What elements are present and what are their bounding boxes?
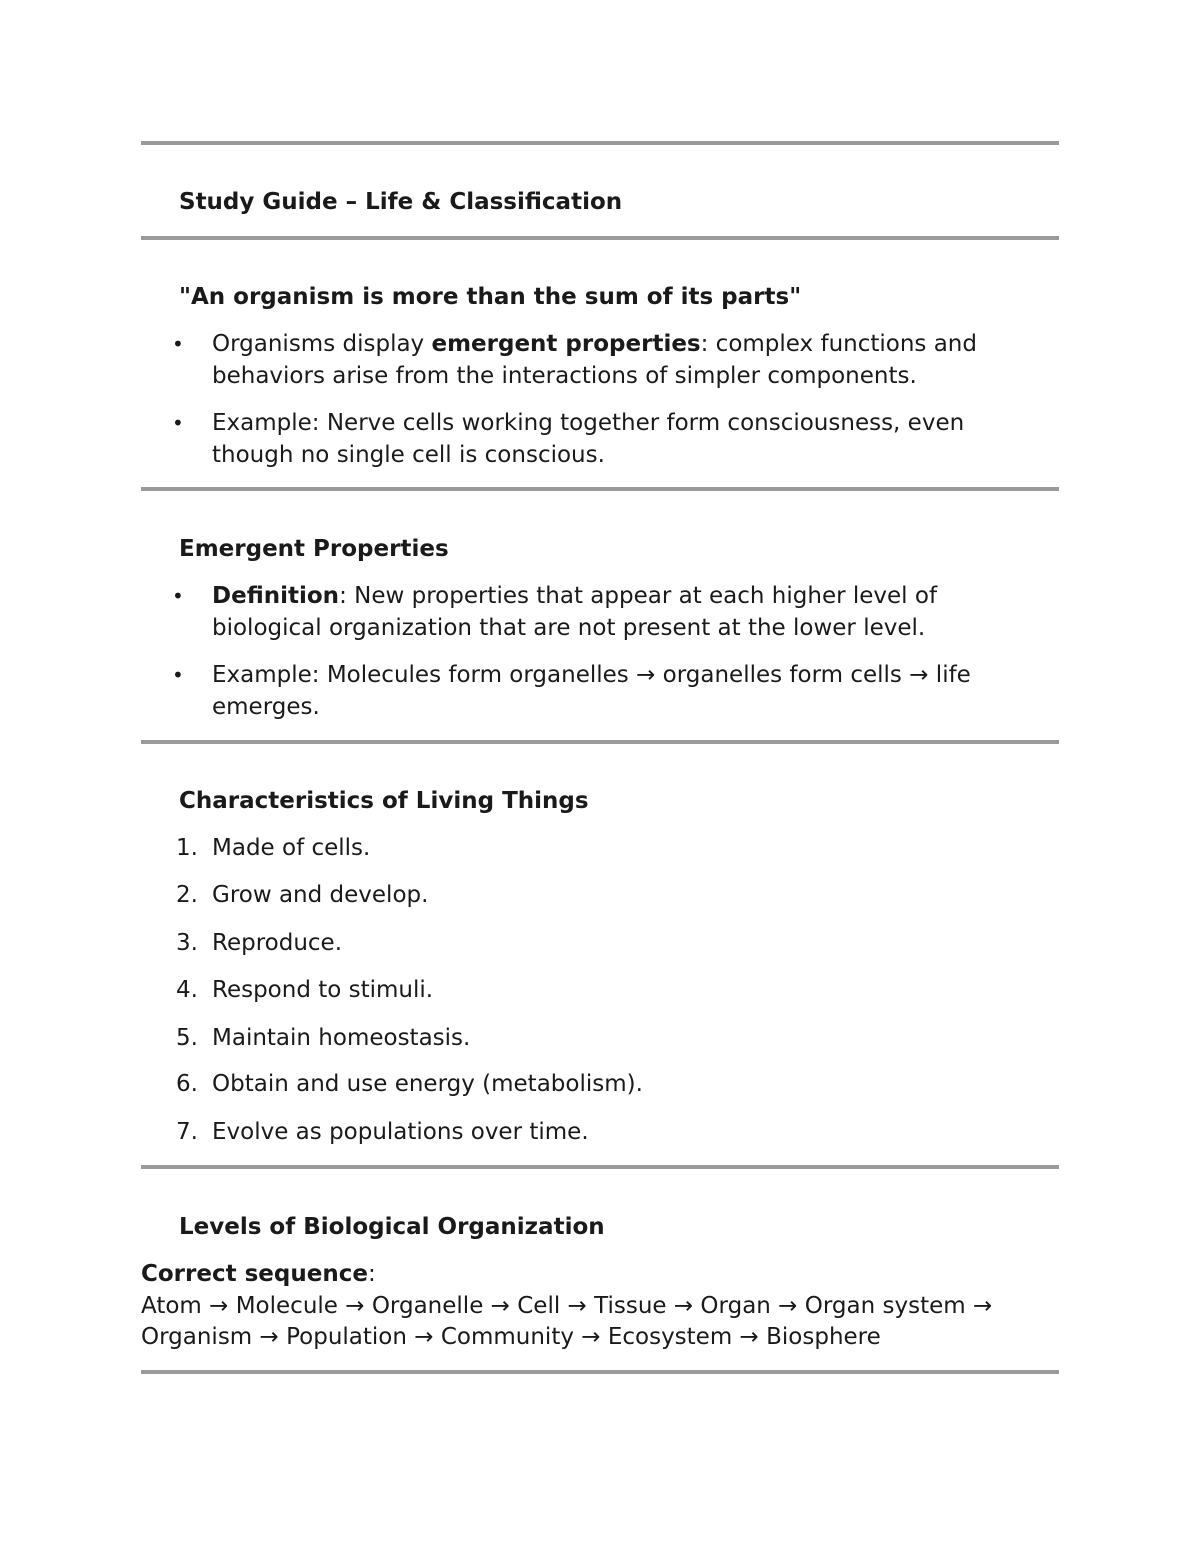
list-number: 2. (176, 882, 198, 908)
section-heading-organism: "An organism is more than the sum of its parts" (179, 284, 802, 310)
bullet-text-prefix: Organisms display (212, 331, 432, 357)
bullet-text-bold: emergent properties (431, 331, 701, 357)
bullet-text-suffix: : complex functions and behaviors arise from the interactions of simpler components. (212, 331, 977, 389)
divider (141, 1165, 1059, 1169)
section-heading-emergent: Emergent Properties (179, 536, 449, 562)
sequence-label (141, 1258, 1059, 1290)
bullet-marker: • (172, 584, 184, 608)
list-item: Example: Nerve cells working together form consciousness, even though no single cell is conscious. (212, 410, 965, 468)
sequence-line: Atom → Molecule → Organelle → Cell → Tissue → Organ → Organ system → (141, 1293, 993, 1319)
bullet-marker: • (172, 411, 184, 435)
divider (141, 740, 1059, 744)
divider (141, 487, 1059, 491)
list-item: Example: Molecules form organelles → organelles form cells → life emerges. (212, 662, 971, 720)
divider (141, 1370, 1059, 1374)
bullet-marker: • (172, 332, 184, 356)
list-number: 4. (176, 977, 198, 1003)
divider (141, 236, 1059, 240)
list-number: 3. (176, 930, 198, 956)
list-item: Maintain homeostasis. (212, 1025, 471, 1051)
page-title: Study Guide – Life & Classification (179, 189, 623, 215)
list-item (212, 580, 1012, 644)
sequence-label-colon: : (367, 1261, 376, 1287)
bullet-marker: • (172, 663, 184, 687)
list-number: 1. (176, 835, 198, 861)
list-number: 6. (176, 1071, 198, 1097)
list-item: Reproduce. (212, 930, 343, 956)
list-number: 5. (176, 1025, 198, 1051)
divider (141, 141, 1059, 145)
sequence-line: Organism → Population → Community → Ecosystem → Biosphere (141, 1324, 881, 1350)
list-item: Grow and develop. (212, 882, 429, 908)
section-heading-characteristics: Characteristics of Living Things (179, 788, 589, 814)
section-heading-levels: Levels of Biological Organization (179, 1214, 605, 1240)
sequence-label-bold: Correct sequence (141, 1261, 368, 1287)
list-item: Made of cells. (212, 835, 371, 861)
bullet-text-suffix: : New properties that appear at each higher level of biological organization that are not present at the lower level. (212, 583, 938, 641)
list-item: Respond to stimuli. (212, 977, 434, 1003)
list-number: 7. (176, 1119, 198, 1145)
list-item: Obtain and use energy (metabolism). (212, 1071, 643, 1097)
list-item (212, 328, 1012, 392)
bullet-text-bold: Definition (212, 583, 340, 609)
list-item: Evolve as populations over time. (212, 1119, 589, 1145)
